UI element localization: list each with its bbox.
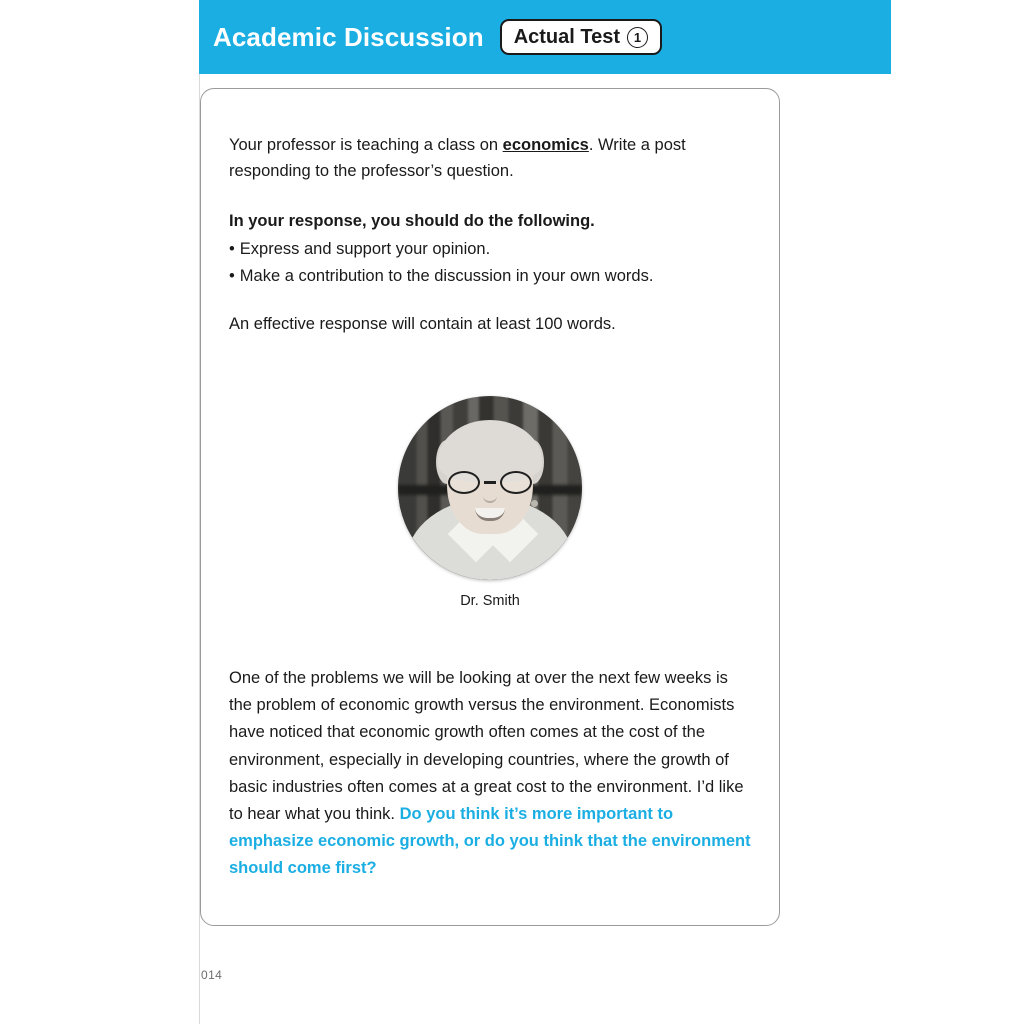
question-highlight-text: Do you think it’s more important to emphasize economic growth, or do you think that the environment should come first? [229, 804, 751, 877]
bullet-icon: • [229, 239, 235, 258]
lens-right [500, 471, 532, 494]
avatar [398, 396, 582, 580]
status-badge-label: Actual Test [513, 25, 621, 48]
list-item [229, 236, 751, 263]
professor-question [229, 665, 751, 881]
question-body-text: One of the problems we will be looking at over the next few weeks is the problem of economic growth versus the environment. Economists have noticed that economic growth often comes at the cost of the environment, especially in developing countries, where the growth of basic industries often comes at a great cost to the environment. I’d like to hear what you think. [229, 669, 744, 823]
prompt-paragraph [229, 132, 751, 185]
lens-left [448, 471, 480, 494]
status-badge-number: 1 [627, 27, 648, 48]
instructions-list [229, 236, 751, 289]
list-item-label: Make a contribution to the discussion in your own words. [239, 266, 654, 285]
prompt-tail-text: . Write a post responding to the professor’s question. [229, 135, 686, 181]
page-number: 014 [201, 968, 223, 982]
section-header-banner [199, 0, 891, 74]
list-item [229, 263, 751, 290]
glasses-bridge [484, 481, 496, 483]
bullet-icon: • [229, 266, 235, 285]
word-count-note: An effective response will contain at least 100 words. [229, 315, 616, 334]
status-badge [500, 19, 662, 55]
professor-name: Dr. Smith [460, 593, 520, 610]
prompt-lead-text: Your professor is teaching a class on [229, 135, 503, 154]
question-card [200, 88, 780, 926]
professor-block [229, 396, 751, 609]
page-title: Academic Discussion [213, 21, 484, 52]
list-item-label: Express and support your opinion. [239, 239, 491, 258]
glasses-icon [448, 470, 532, 494]
prompt-topic: economics [502, 135, 589, 154]
instructions-heading: In your response, you should do the following. [229, 211, 595, 230]
